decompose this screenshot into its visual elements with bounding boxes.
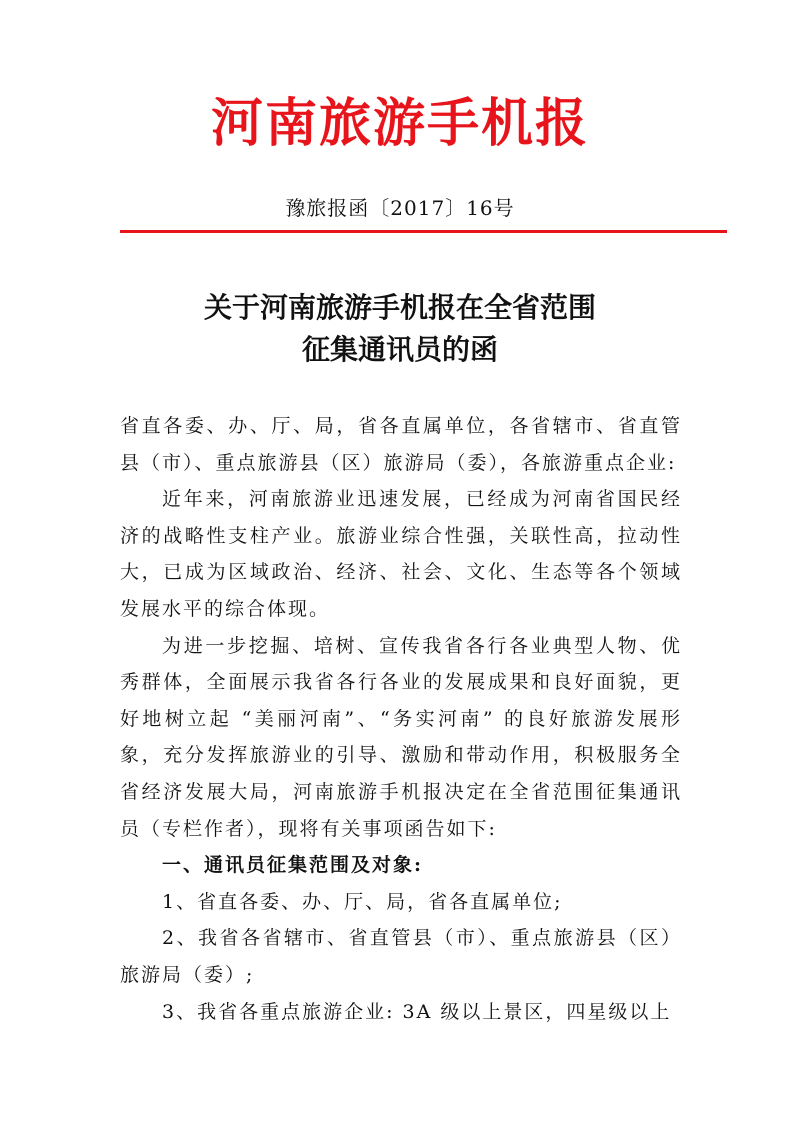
- document-title-line-1: 关于河南旅游手机报在全省范围: [203, 291, 596, 324]
- list-item: 2、我省各省辖市、省直管县（市）、重点旅游县（区）旅游局（委）;: [120, 927, 682, 986]
- paragraph-purpose: 为进一步挖掘、培树、宣传我省各行各业典型人物、优秀群体，全面展示我省各行各业的发展成果和良好面貌，更好地树立起 “美丽河南”、“务实河南” 的良好旅游发展形象，充分发挥旅游业的引导、激励和带动作用，积极服务全省经济发展大局，河南旅游手机报决定在全省范围征集通讯员（专栏作者），现将有关事项函告如下:: [120, 634, 682, 840]
- document-title: [0, 287, 800, 371]
- document-body: [120, 408, 682, 1030]
- list-item: 3、我省各重点旅游企业: 3A 级以上景区，四星级以上: [162, 1000, 672, 1023]
- red-divider-line: [120, 230, 727, 233]
- salutation: 省直各委、办、厅、局，省各直属单位，各省辖市、省直管县（市）、重点旅游县（区）旅游局（委），各旅游重点企业:: [120, 415, 682, 474]
- document-number: 豫旅报函〔2017〕16号: [285, 196, 515, 220]
- document-title-line-2: 征集通讯员的函: [301, 333, 498, 366]
- paragraph-intro: 近年来，河南旅游业迅速发展，已经成为河南省国民经济的战略性支柱产业。旅游业综合性强，关联性高，拉动性大，已成为区域政治、经济、社会、文化、生态等各个领域发展水平的综合体现。: [120, 488, 682, 620]
- masthead-title: 河南旅游手机报: [210, 93, 589, 154]
- section-heading-scope: 一、通讯员征集范围及对象:: [162, 854, 424, 877]
- list-item: 1、省直各委、办、厅、局，省各直属单位;: [162, 890, 563, 913]
